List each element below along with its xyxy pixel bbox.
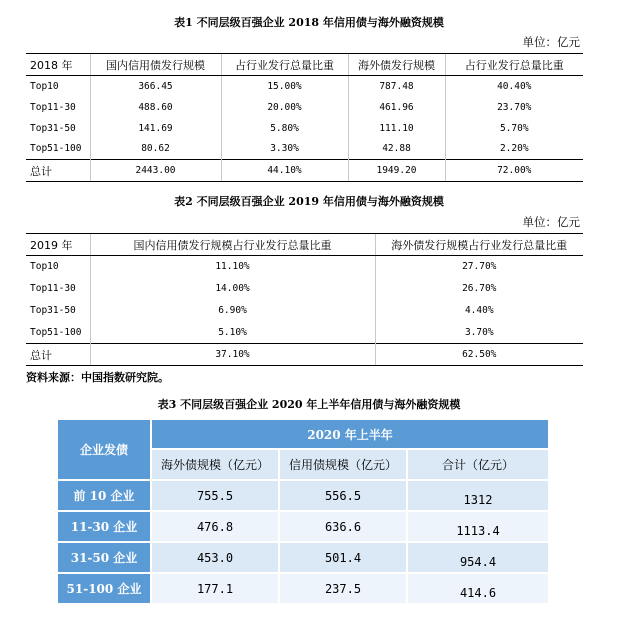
table-cell: 5.80%: [221, 118, 348, 139]
table-cell: 5.10%: [90, 322, 375, 344]
table-row: [26, 322, 583, 344]
table1-header-cell: 2018 年: [26, 54, 90, 76]
table-cell: 3.70%: [375, 322, 583, 344]
table-cell: 44.10%: [221, 160, 348, 182]
row-label: Top51-100: [30, 143, 82, 155]
row-label: Top10: [30, 261, 59, 273]
table-cell: 1312: [407, 480, 549, 511]
table-cell: 26.70%: [375, 278, 583, 300]
row-label: Top10: [30, 80, 59, 92]
table-row: [26, 278, 583, 300]
table2-header-cell: 国内信用债发行规模占行业发行总量比重: [90, 234, 375, 256]
table-cell: 636.6: [279, 511, 407, 542]
table-cell: 6.90%: [90, 300, 375, 322]
table-cell: 111.10: [348, 118, 445, 139]
table-cell: 27.70%: [375, 256, 583, 278]
table-cell: 787.48: [348, 76, 445, 97]
table-cell: 556.5: [279, 480, 407, 511]
row-label: 总计: [26, 344, 90, 366]
row-label: 11-30 企业: [57, 511, 151, 542]
table-cell: 366.45: [90, 76, 221, 97]
row-label: 51-100 企业: [57, 573, 151, 604]
table-cell: 42.88: [348, 139, 445, 160]
total-row: [26, 344, 583, 366]
table-cell: 80.62: [90, 139, 221, 160]
table-cell: 14.00%: [90, 278, 375, 300]
table-cell: 461.96: [348, 97, 445, 118]
table-row: [26, 76, 583, 97]
row-label: Top51-100: [30, 326, 82, 338]
table-cell: 62.50%: [375, 344, 583, 366]
table-cell: 755.5: [151, 480, 279, 511]
table-row: [26, 300, 583, 322]
row-label: Top11-30: [30, 101, 76, 113]
table-row: [26, 97, 583, 118]
table-cell: 72.00%: [445, 160, 583, 182]
table3: [56, 418, 550, 605]
table-cell: 37.10%: [90, 344, 375, 366]
table-cell: 1113.4: [407, 511, 549, 542]
table-row: [26, 118, 583, 139]
table-cell: 15.00%: [221, 76, 348, 97]
table-row: [57, 511, 549, 542]
table-cell: 2443.00: [90, 160, 221, 182]
row-label: 31-50 企业: [57, 542, 151, 573]
table-cell: 20.00%: [221, 97, 348, 118]
table-cell: 414.6: [407, 573, 549, 604]
table3-subheader: 信用债规模（亿元）: [279, 449, 407, 480]
table-row: [57, 542, 549, 573]
table-cell: 954.4: [407, 542, 549, 573]
table-cell: 453.0: [151, 542, 279, 573]
table1-header-cell: 海外债发行规模: [348, 54, 445, 76]
row-label: Top31-50: [30, 305, 76, 316]
table3-title: 表3 不同层级百强企业 2020 年上半年信用债与海外融资规模: [157, 398, 461, 411]
table-cell: 23.70%: [445, 97, 583, 118]
table1-header-cell: 国内信用债发行规模: [90, 54, 221, 76]
table-cell: 4.40%: [375, 300, 583, 322]
row-label: Top31-50: [30, 122, 76, 134]
table2: [26, 233, 583, 366]
table1-unit: 单位：亿元: [522, 35, 580, 49]
total-row: [26, 160, 583, 182]
table-cell: 11.10%: [90, 256, 375, 278]
table-cell: 488.60: [90, 97, 221, 118]
table3-period-header: 2020 年上半年: [151, 419, 549, 449]
table1-header-cell: 占行业发行总量比重: [221, 54, 348, 76]
table-cell: 476.8: [151, 511, 279, 542]
table-row: [57, 480, 549, 511]
table1-title: 表1 不同层级百强企业 2018 年信用债与海外融资规模: [174, 16, 444, 29]
table-cell: 141.69: [90, 118, 221, 139]
row-label: Top11-30: [30, 283, 76, 294]
table-cell: 501.4: [279, 542, 407, 573]
table3-subheader: 合计（亿元）: [407, 449, 549, 480]
table2-unit: 单位：亿元: [522, 215, 580, 229]
table-cell: 2.20%: [445, 139, 583, 160]
table-row: [26, 256, 583, 278]
table-row: [26, 139, 583, 160]
table3-corner-header: 企业发债: [57, 419, 151, 480]
table1-header-cell: 占行业发行总量比重: [445, 54, 583, 76]
table2-header-cell: 2019 年: [26, 234, 90, 256]
table-cell: 3.30%: [221, 139, 348, 160]
row-label: 总计: [26, 160, 90, 182]
source-note: 资料来源：中国指数研究院。: [26, 371, 169, 384]
row-label: 前 10 企业: [57, 480, 151, 511]
table-cell: 177.1: [151, 573, 279, 604]
table1: [26, 53, 583, 182]
table-cell: 237.5: [279, 573, 407, 604]
table-cell: 40.40%: [445, 76, 583, 97]
table2-header-cell: 海外债发行规模占行业发行总量比重: [375, 234, 583, 256]
table-cell: 1949.20: [348, 160, 445, 182]
table2-title: 表2 不同层级百强企业 2019 年信用债与海外融资规模: [174, 195, 444, 208]
table3-subheader: 海外债规模（亿元）: [151, 449, 279, 480]
table-cell: 5.70%: [445, 118, 583, 139]
table-row: [57, 573, 549, 604]
